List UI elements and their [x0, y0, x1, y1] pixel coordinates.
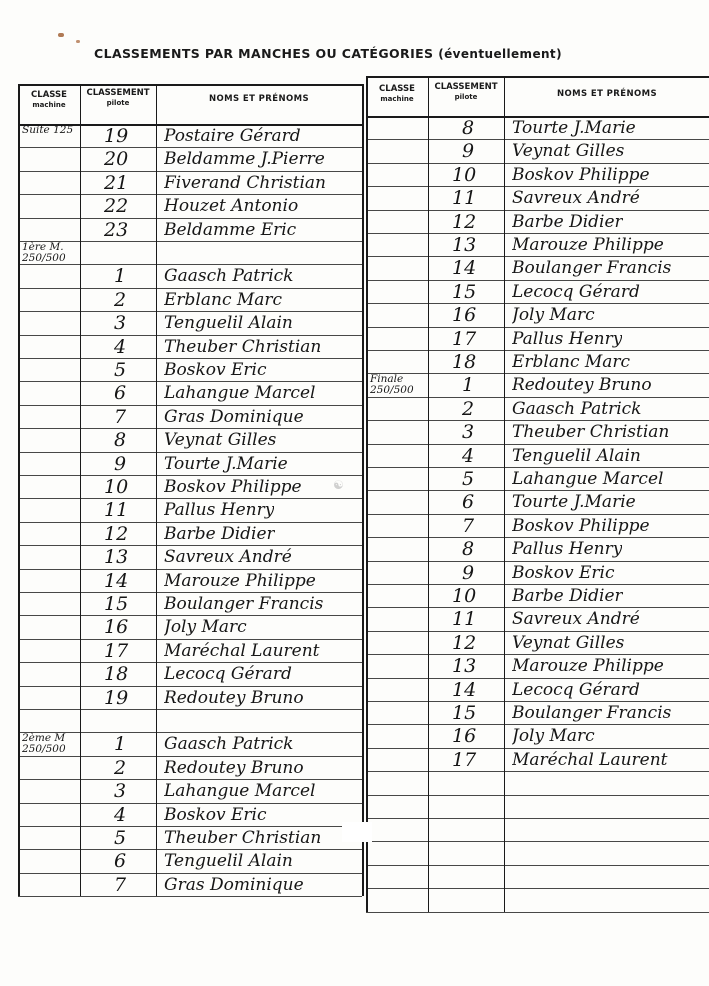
- row-classement-pilote: 2: [114, 288, 127, 311]
- grid-row-line: [366, 818, 709, 819]
- row-nom-prenom: Boulanger Francis: [512, 703, 672, 723]
- row-classement-pilote: 15: [452, 702, 477, 724]
- header-classement-pilote-line2: pilote: [454, 93, 478, 101]
- row-classement-pilote: 3: [462, 421, 475, 444]
- grid-row-line: [18, 756, 362, 757]
- paper-blemish: [342, 822, 372, 842]
- row-classement-pilote: 16: [104, 616, 129, 639]
- row-classement-pilote: 18: [104, 663, 129, 686]
- header-classement-pilote: [80, 88, 156, 108]
- grid-row-line: [366, 327, 709, 328]
- grid-row-line: [18, 709, 362, 710]
- row-classement-pilote: 14: [104, 569, 129, 592]
- row-classement-pilote: 9: [114, 452, 127, 475]
- grid-row-line: [366, 537, 709, 538]
- grid-row-line: [18, 452, 362, 453]
- row-classement-pilote: 7: [114, 873, 127, 896]
- title-main: CLASSEMENTS PAR MANCHES OU CATÉGORIES: [94, 46, 434, 61]
- row-classe-machine: Finale 250/500: [370, 373, 414, 397]
- row-nom-prenom: Tenguelil Alain: [164, 313, 293, 334]
- row-classement-pilote: 17: [452, 748, 477, 771]
- grid-row-line: [366, 771, 709, 772]
- row-nom-prenom: Marouze Philippe: [512, 235, 664, 255]
- row-nom-prenom: Barbe Didier: [512, 586, 623, 606]
- header-classe-machine: [366, 84, 428, 104]
- grid-row-line: [18, 381, 362, 382]
- grid-row-line: [366, 186, 709, 187]
- row-nom-prenom: Savreux André: [164, 547, 292, 568]
- row-nom-prenom: Boskov Philippe: [164, 477, 302, 497]
- row-classement-pilote: 23: [104, 218, 129, 241]
- row-nom-prenom: Tourte J.Marie: [512, 492, 636, 513]
- row-classement-pilote: 1: [462, 374, 475, 397]
- row-nom-prenom: Lecocq Gérard: [512, 281, 640, 302]
- grid-row-line: [18, 335, 362, 336]
- row-classement-pilote: 11: [104, 499, 129, 522]
- grid-vertical-line: [504, 76, 505, 912]
- row-nom-prenom: Boulanger Francis: [512, 258, 672, 279]
- row-nom-prenom: Boskov Eric: [164, 804, 267, 825]
- grid-row-line: [18, 218, 362, 219]
- grid-row-line: [18, 662, 362, 663]
- row-classement-pilote: 10: [104, 476, 129, 498]
- row-nom-prenom: Gaasch Patrick: [512, 398, 642, 419]
- row-nom-prenom: Gaasch Patrick: [164, 734, 294, 755]
- grid-row-line: [366, 912, 709, 913]
- grid-row-line: [366, 607, 709, 608]
- grid-vertical-line: [156, 84, 157, 896]
- header-classement-pilote-line2: pilote: [106, 99, 130, 107]
- grid-row-line: [18, 264, 362, 265]
- row-classement-pilote: 2: [114, 756, 127, 779]
- grid-row-line: [18, 358, 362, 359]
- row-nom-prenom: Marouze Philippe: [164, 570, 316, 591]
- row-nom-prenom: Boskov Eric: [164, 360, 267, 380]
- grid-row-line: [18, 428, 362, 429]
- row-classement-pilote: 18: [452, 351, 477, 373]
- row-nom-prenom: Redoutey Bruno: [512, 375, 652, 396]
- grid-row-line: [18, 545, 362, 546]
- row-nom-prenom: Savreux André: [512, 188, 640, 209]
- grid-row-line: [366, 303, 709, 304]
- grid-row-line: [366, 795, 709, 796]
- row-nom-prenom: Houzet Antonio: [164, 196, 299, 217]
- row-classement-pilote: 12: [104, 522, 129, 545]
- row-nom-prenom: Theuber Christian: [512, 422, 670, 443]
- row-classement-pilote: 3: [114, 312, 127, 335]
- row-nom-prenom: Gaasch Patrick: [164, 266, 294, 287]
- row-classe-machine: 2ème M 250/500: [22, 732, 66, 756]
- row-classement-pilote: 11: [452, 608, 477, 631]
- row-nom-prenom: Joly Marc: [164, 617, 247, 638]
- grid-row-line: [18, 896, 362, 897]
- row-classement-pilote: 22: [104, 195, 129, 218]
- header-classe-machine-line2: machine: [32, 101, 66, 109]
- scan-watermark: ☯: [333, 478, 344, 492]
- row-classement-pilote: 5: [114, 827, 127, 849]
- grid-vertical-line: [362, 84, 364, 896]
- row-classement-pilote: 13: [452, 234, 477, 256]
- grid-row-line: [366, 350, 709, 351]
- grid-top-line: [18, 84, 362, 86]
- row-classement-pilote: 8: [462, 538, 475, 561]
- grid-row-line: [366, 584, 709, 585]
- header-classe-machine-line1: CLASSE: [379, 84, 415, 94]
- grid-row-line: [366, 397, 709, 398]
- row-classement-pilote: 10: [452, 585, 477, 607]
- row-classement-pilote: 20: [104, 148, 129, 171]
- row-nom-prenom: Beldamme Eric: [164, 219, 297, 240]
- row-nom-prenom: Boskov Philippe: [512, 515, 650, 536]
- row-classement-pilote: 17: [452, 327, 477, 350]
- row-nom-prenom: Tenguelil Alain: [164, 851, 293, 872]
- grid-row-line: [18, 171, 362, 172]
- row-classe-machine: Suite 125: [22, 124, 74, 136]
- row-classement-pilote: 4: [462, 444, 475, 467]
- row-nom-prenom: Barbe Didier: [164, 523, 275, 544]
- row-nom-prenom: Boskov Eric: [512, 562, 615, 583]
- row-nom-prenom: Gras Dominique: [164, 406, 304, 427]
- row-nom-prenom: Maréchal Laurent: [512, 749, 668, 770]
- title-note: (éventuellement): [438, 47, 562, 61]
- header-noms: NOMS ET PRÉNOMS: [557, 89, 657, 99]
- row-classement-pilote: 16: [452, 304, 477, 327]
- row-classement-pilote: 4: [114, 803, 127, 826]
- row-nom-prenom: Lahangue Marcel: [164, 781, 316, 802]
- row-classement-pilote: 10: [452, 163, 477, 186]
- row-classement-pilote: 3: [114, 780, 127, 803]
- row-classement-pilote: 7: [462, 514, 475, 537]
- grid-row-line: [18, 194, 362, 195]
- grid-row-line: [366, 888, 709, 889]
- row-nom-prenom: Marouze Philippe: [512, 656, 664, 677]
- grid-row-line: [18, 779, 362, 780]
- grid-row-line: [18, 498, 362, 499]
- grid-row-line: [18, 639, 362, 640]
- row-nom-prenom: Tourte J.Marie: [164, 453, 288, 474]
- row-nom-prenom: Lahangue Marcel: [512, 469, 664, 489]
- row-classement-pilote: 9: [462, 140, 475, 163]
- row-nom-prenom: Redoutey Bruno: [164, 757, 304, 778]
- row-classement-pilote: 19: [104, 686, 129, 709]
- row-nom-prenom: Theuber Christian: [164, 828, 322, 848]
- header-classe-machine-line2: machine: [380, 95, 414, 103]
- grid-row-line: [18, 592, 362, 593]
- grid-vertical-line: [366, 76, 368, 912]
- grid-row-line: [18, 569, 362, 570]
- grid-row-line: [366, 490, 709, 491]
- row-nom-prenom: Theuber Christian: [164, 336, 322, 357]
- grid-row-line: [366, 233, 709, 234]
- grid-row-line: [366, 514, 709, 515]
- grid-row-line: [366, 748, 709, 749]
- row-classement-pilote: 13: [452, 655, 477, 678]
- header-classe-machine: [18, 90, 80, 110]
- row-classement-pilote: 7: [114, 405, 127, 428]
- row-nom-prenom: Joly Marc: [512, 726, 595, 747]
- row-classement-pilote: 2: [462, 397, 475, 420]
- row-nom-prenom: Veynat Gilles: [164, 430, 277, 451]
- row-nom-prenom: Boskov Philippe: [512, 164, 650, 185]
- grid-row-line: [366, 678, 709, 679]
- row-nom-prenom: Tenguelil Alain: [512, 445, 641, 466]
- row-classement-pilote: 14: [452, 257, 477, 280]
- grid-row-line: [366, 444, 709, 445]
- grid-row-line: [366, 631, 709, 632]
- grid-row-line: [366, 654, 709, 655]
- row-classement-pilote: 15: [104, 593, 129, 615]
- grid-vertical-line: [18, 84, 20, 896]
- row-nom-prenom: Lecocq Gérard: [512, 679, 640, 700]
- paper-speck: [76, 40, 80, 43]
- page-title: [94, 46, 562, 61]
- grid-row-line: [366, 561, 709, 562]
- row-nom-prenom: Pallus Henry: [512, 539, 623, 560]
- grid-row-line: [18, 475, 362, 476]
- row-nom-prenom: Pallus Henry: [512, 328, 623, 349]
- grid-row-line: [366, 701, 709, 702]
- grid-row-line: [18, 147, 362, 148]
- grid-row-line: [18, 288, 362, 289]
- row-nom-prenom: Barbe Didier: [512, 211, 623, 232]
- row-nom-prenom: Maréchal Laurent: [164, 640, 320, 661]
- row-nom-prenom: Erblanc Marc: [512, 352, 631, 372]
- grid-row-line: [366, 280, 709, 281]
- grid-row-line: [18, 686, 362, 687]
- grid-row-line: [366, 256, 709, 257]
- header-classement-pilote-line1: CLASSEMENT: [434, 82, 498, 92]
- row-classement-pilote: 17: [104, 639, 129, 662]
- row-classement-pilote: 4: [114, 335, 127, 358]
- grid-row-line: [18, 826, 362, 827]
- grid-row-line: [366, 139, 709, 140]
- row-classement-pilote: 12: [452, 210, 477, 233]
- row-classement-pilote: 8: [462, 117, 475, 139]
- grid-row-line: [18, 873, 362, 874]
- row-nom-prenom: Erblanc Marc: [164, 289, 283, 310]
- grid-row-line: [366, 467, 709, 468]
- row-classement-pilote: 6: [114, 382, 127, 405]
- grid-row-line: [18, 522, 362, 523]
- row-classement-pilote: 1: [114, 733, 127, 756]
- row-classement-pilote: 14: [452, 678, 477, 701]
- row-nom-prenom: Redoutey Bruno: [164, 687, 304, 708]
- row-classement-pilote: 8: [114, 429, 127, 452]
- row-nom-prenom: Lecocq Gérard: [164, 664, 292, 685]
- row-nom-prenom: Veynat Gilles: [512, 632, 625, 653]
- row-classement-pilote: 13: [104, 546, 129, 569]
- row-nom-prenom: Postaire Gérard: [164, 126, 301, 146]
- row-classement-pilote: 6: [114, 850, 127, 873]
- row-nom-prenom: Savreux André: [512, 609, 640, 630]
- row-nom-prenom: Tourte J.Marie: [512, 118, 636, 138]
- row-classe-machine: 1ère M. 250/500: [22, 241, 66, 264]
- grid-row-line: [366, 420, 709, 421]
- row-nom-prenom: Beldamme J.Pierre: [164, 149, 325, 170]
- row-nom-prenom: Boulanger Francis: [164, 594, 324, 614]
- row-nom-prenom: Veynat Gilles: [512, 141, 625, 162]
- grid-row-line: [366, 841, 709, 842]
- row-nom-prenom: Joly Marc: [512, 305, 595, 326]
- row-classement-pilote: 21: [104, 171, 129, 194]
- row-classement-pilote: 16: [452, 725, 477, 748]
- header-classe-machine-line1: CLASSE: [31, 90, 67, 100]
- row-nom-prenom: Lahangue Marcel: [164, 383, 316, 404]
- row-classement-pilote: 6: [462, 491, 475, 514]
- grid-row-line: [366, 210, 709, 211]
- grid-top-line: [366, 76, 709, 78]
- row-nom-prenom: Gras Dominique: [164, 874, 304, 895]
- row-nom-prenom: Pallus Henry: [164, 500, 275, 521]
- grid-row-line: [366, 163, 709, 164]
- row-classement-pilote: 5: [114, 359, 127, 381]
- header-classement-pilote: [428, 82, 504, 102]
- grid-row-line: [18, 405, 362, 406]
- row-nom-prenom: Fiverand Christian: [164, 172, 326, 193]
- grid-vertical-line: [80, 84, 81, 896]
- row-classement-pilote: 5: [462, 468, 475, 490]
- grid-row-line: [366, 724, 709, 725]
- row-classement-pilote: 11: [452, 187, 477, 210]
- grid-row-line: [18, 849, 362, 850]
- paper-speck: [58, 33, 64, 37]
- row-classement-pilote: 1: [114, 265, 127, 288]
- row-classement-pilote: 12: [452, 631, 477, 654]
- row-classement-pilote: 15: [452, 280, 477, 303]
- header-classement-pilote-line1: CLASSEMENT: [86, 88, 150, 98]
- header-noms: NOMS ET PRÉNOMS: [209, 94, 309, 104]
- grid-row-line: [18, 803, 362, 804]
- grid-row-line: [18, 311, 362, 312]
- grid-row-line: [18, 615, 362, 616]
- row-classement-pilote: 9: [462, 561, 475, 584]
- grid-row-line: [366, 865, 709, 866]
- grid-vertical-line: [428, 76, 429, 912]
- row-classement-pilote: 19: [104, 125, 129, 147]
